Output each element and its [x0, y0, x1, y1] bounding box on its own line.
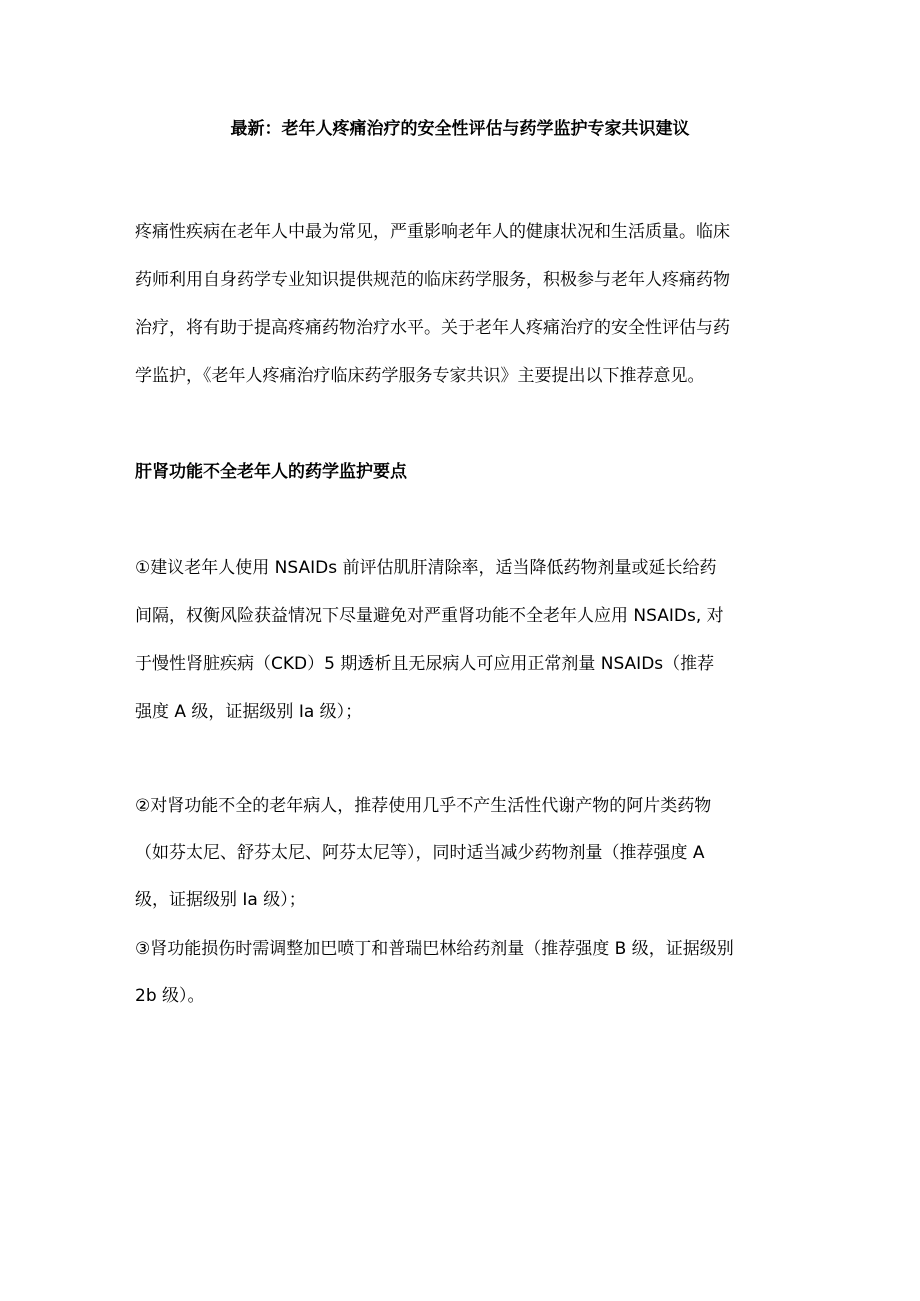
- recommendation-item-3: [135, 936, 795, 1030]
- intro-line: 药师利用自身药学专业知识提供规范的临床药学服务，积极参与老年人疼痛药物: [135, 270, 730, 290]
- item2-line: 级，证据级别 Ia 级）；: [135, 890, 306, 910]
- item1-line: 强度 A 级，证据级别 Ia 级）；: [135, 702, 363, 722]
- recommendation-item-2: [135, 793, 795, 934]
- intro-line: 治疗，将有助于提高疼痛药物治疗水平。关于老年人疼痛治疗的安全性评估与药: [135, 318, 730, 338]
- intro-paragraph: [135, 219, 795, 411]
- item1-line: ①建议老年人使用 NSAIDs 前评估肌肝清除率，适当降低药物剂量或延长给药: [135, 558, 717, 578]
- intro-line: 疼痛性疾病在老年人中最为常见，严重影响老年人的健康状况和生活质量。临床: [135, 222, 730, 242]
- section-heading-block: [135, 459, 795, 485]
- recommendation-item-1: [135, 555, 795, 747]
- item1-line: 于慢性肾脏疾病（CKD）5 期透析且无尿病人可应用正常剂量 NSAIDs（推荐: [135, 654, 715, 674]
- intro-line: 学监护，《老年人疼痛治疗临床药学服务专家共识》主要提出以下推荐意见。: [135, 366, 705, 386]
- item1-line: 间隔，权衡风险获益情况下尽量避免对严重肾功能不全老年人应用 NSAIDs, 对: [135, 606, 724, 626]
- section-heading: 肝肾功能不全老年人的药学监护要点: [135, 462, 407, 482]
- document-title: 最新：老年人疼痛治疗的安全性评估与药学监护专家共识建议: [230, 119, 690, 139]
- item2-line: （如芬太尼、舒芬太尼、阿芬太尼等），同时适当减少药物剂量（推荐强度 A: [135, 843, 705, 863]
- item3-line: 2b 级）。: [135, 986, 205, 1006]
- item3-line: ③肾功能损伤时需调整加巴喷丁和普瑞巴林给药剂量（推荐强度 B 级，证据级别: [135, 939, 734, 959]
- item2-line: ②对肾功能不全的老年病人，推荐使用几乎不产生活性代谢产物的阿片类药物: [135, 796, 712, 816]
